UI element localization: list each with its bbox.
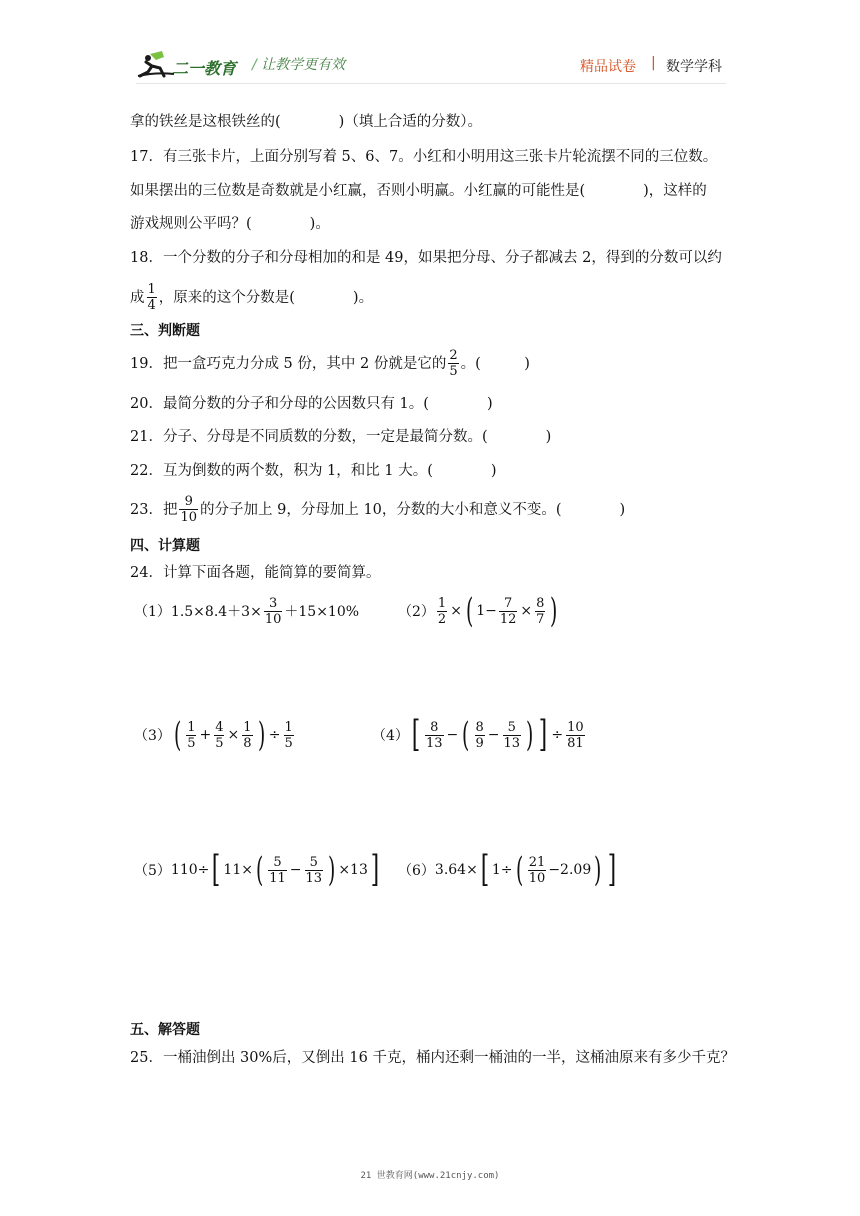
slogan: [252, 54, 345, 74]
q24-part5: [134, 850, 382, 890]
denominator: 13: [305, 870, 323, 886]
header-rule: [136, 83, 726, 84]
q24-part6: [398, 850, 619, 890]
left-paren: (: [515, 850, 523, 890]
expr-segment: ＋15×10%: [284, 604, 360, 620]
q23-post: 的分子加上 9，分母加上 10，分数的大小和意义不变。( ): [200, 501, 626, 518]
q17-line1: 17．有三张卡片，上面分别写着 5、6、7。小红和小明用这三张卡片轮流摆不同的三位数。: [130, 149, 718, 165]
operator: +: [199, 727, 212, 743]
q19-fraction: [448, 348, 458, 379]
fraction: [264, 596, 283, 627]
numerator: 4: [215, 719, 224, 735]
denominator: 13: [425, 735, 443, 751]
part-label: （6）: [398, 863, 435, 879]
denominator: 10: [264, 611, 282, 627]
denominator: 5: [449, 364, 458, 379]
fraction: [437, 596, 447, 627]
part-label: （3）: [134, 728, 171, 744]
denominator: 11: [269, 870, 286, 886]
q18-line1: 18．一个分数的分子和分母相加的和是 49，如果把分母、分子都减去 2，得到的分数可以约: [130, 250, 722, 266]
fraction: [268, 855, 287, 886]
q21: 21．分子、分母是不同质数的分数，一定是最简分数。( ): [130, 429, 552, 445]
q19-pre: 19．把一盒巧克力分成 5 份，其中 2 份就是它的: [130, 355, 447, 372]
right-paren: ): [526, 715, 534, 755]
numerator: 3: [268, 595, 278, 611]
fraction: [535, 596, 545, 627]
slash: /: [252, 57, 262, 73]
fraction: [284, 720, 294, 751]
fraction: [425, 720, 444, 751]
operator: −: [289, 862, 302, 878]
left-paren: (: [255, 850, 264, 890]
denominator: 5: [284, 735, 293, 751]
operator: ×: [520, 603, 533, 619]
numerator: 1: [243, 719, 252, 735]
denominator: 9: [475, 735, 484, 751]
denominator: 10: [180, 510, 197, 525]
numerator: 9: [184, 494, 193, 509]
left-bracket: [: [411, 714, 421, 755]
expr-segment: 1−: [476, 603, 497, 619]
part-label: （1）: [134, 604, 171, 620]
operator: −: [446, 727, 459, 743]
part-label: （4）: [372, 728, 409, 744]
left-bracket: [: [212, 849, 221, 890]
operator: ÷: [268, 727, 281, 743]
numerator: 5: [273, 854, 282, 870]
fraction: [528, 855, 547, 886]
expr-segment: −2.09: [548, 862, 592, 878]
numerator: 21: [528, 854, 546, 870]
q24-part2: [398, 591, 561, 631]
q24-part1: [134, 594, 359, 628]
denominator: 5: [215, 735, 224, 751]
operator: ÷: [551, 727, 564, 743]
expr-segment: 3.64×: [434, 862, 478, 878]
q18-post: ，原来的这个分数是( )。: [158, 289, 374, 306]
q18-line2: [130, 282, 373, 313]
q24-instruction: 24．计算下面各题，能简算的要简算。: [130, 565, 381, 581]
logo: [136, 50, 246, 80]
denominator: 12: [499, 611, 517, 627]
left-paren: (: [465, 591, 474, 631]
numerator: 7: [503, 595, 513, 611]
numerator: 1: [147, 282, 156, 297]
fraction: [475, 720, 485, 751]
q23: [130, 494, 625, 525]
q18-pre: 成: [130, 289, 145, 306]
numerator: 8: [430, 719, 439, 735]
part-label: （2）: [398, 604, 435, 620]
q23-pre: 23．把: [130, 501, 178, 518]
numerator: 2: [449, 348, 458, 363]
q17-line3: 游戏规则公平吗？( )。: [130, 216, 330, 232]
operator: ×: [450, 603, 462, 619]
footer: 21 世教育网(www.21cnjy.com): [360, 1171, 500, 1181]
section-title-judgement: 三、判断题: [130, 323, 200, 339]
fraction: [566, 720, 585, 751]
expr-segment: 11×: [223, 862, 253, 878]
fraction: [214, 720, 224, 751]
denominator: 13: [503, 735, 521, 751]
denominator: 2: [437, 611, 447, 627]
operator: ×: [227, 727, 240, 743]
numerator: 10: [567, 719, 584, 735]
fraction: [499, 596, 518, 627]
part-label: （5）: [134, 863, 171, 879]
numerator: 8: [475, 719, 484, 735]
q18-fraction: [147, 282, 157, 313]
header: [0, 0, 860, 100]
slogan-text: 让教学更有效: [261, 57, 346, 73]
q23-fraction: [179, 494, 198, 525]
expr-segment: 1.5×8.4＋3×: [170, 604, 262, 620]
numerator: 5: [507, 719, 516, 735]
numerator: 1: [284, 719, 293, 735]
operator: −: [487, 727, 500, 743]
denominator: 81: [567, 735, 584, 751]
denominator: 8: [243, 735, 252, 751]
numerator: 1: [187, 719, 196, 735]
right-paren: ): [257, 715, 265, 755]
expr-segment: 1÷: [491, 862, 513, 878]
expr-segment: ×13: [338, 862, 368, 878]
right-paren: ): [328, 850, 336, 890]
denominator: 4: [147, 298, 156, 313]
section-title-calculation: 四、计算题: [130, 538, 200, 554]
left-paren: (: [462, 715, 470, 755]
right-paren: ): [550, 591, 558, 631]
q24-part3: [134, 715, 296, 755]
numerator: 8: [536, 595, 545, 611]
logo-text: 二一教育: [172, 59, 237, 78]
q16-tail: 拿的铁丝是这根铁丝的( )（填上合适的分数）。: [130, 114, 483, 130]
q22: 22．互为倒数的两个数，积为 1，和比 1 大。( ): [130, 463, 497, 479]
expr-segment: 110÷: [170, 862, 210, 878]
denominator: 10: [528, 870, 546, 886]
header-subject: 数学学科: [666, 59, 722, 75]
denominator: 5: [187, 735, 196, 751]
q19: [130, 348, 530, 379]
fraction: [305, 855, 324, 886]
left-bracket: [: [480, 849, 490, 890]
right-bracket: ]: [607, 849, 616, 890]
section-title-word-problems: 五、解答题: [130, 1022, 200, 1038]
runner-icon: [136, 50, 176, 80]
q25: 25．一桶油倒出 30%后，又倒出 16 千克，桶内还剩一桶油的一半，这桶油原来有多少千克？: [130, 1050, 735, 1066]
denominator: 7: [536, 611, 545, 627]
fraction: [242, 720, 252, 751]
right-bracket: ]: [539, 714, 548, 755]
numerator: 5: [309, 854, 318, 870]
fraction: [186, 720, 196, 751]
q24-part4: [372, 714, 587, 755]
header-badge: 精品试卷: [580, 59, 636, 75]
q17-line2: 如果摆出的三位数是奇数就是小红赢，否则小明赢。小红赢的可能性是( )，这样的: [130, 183, 707, 199]
q20: 20．最简分数的分子和分母的公因数只有 1。( ): [130, 396, 493, 412]
fraction: [503, 720, 522, 751]
right-bracket: ]: [370, 849, 380, 890]
q19-post: 。( ): [460, 355, 530, 372]
header-separator: |: [651, 55, 656, 71]
right-paren: ): [594, 850, 602, 890]
numerator: 1: [437, 595, 447, 611]
left-paren: (: [173, 715, 182, 755]
